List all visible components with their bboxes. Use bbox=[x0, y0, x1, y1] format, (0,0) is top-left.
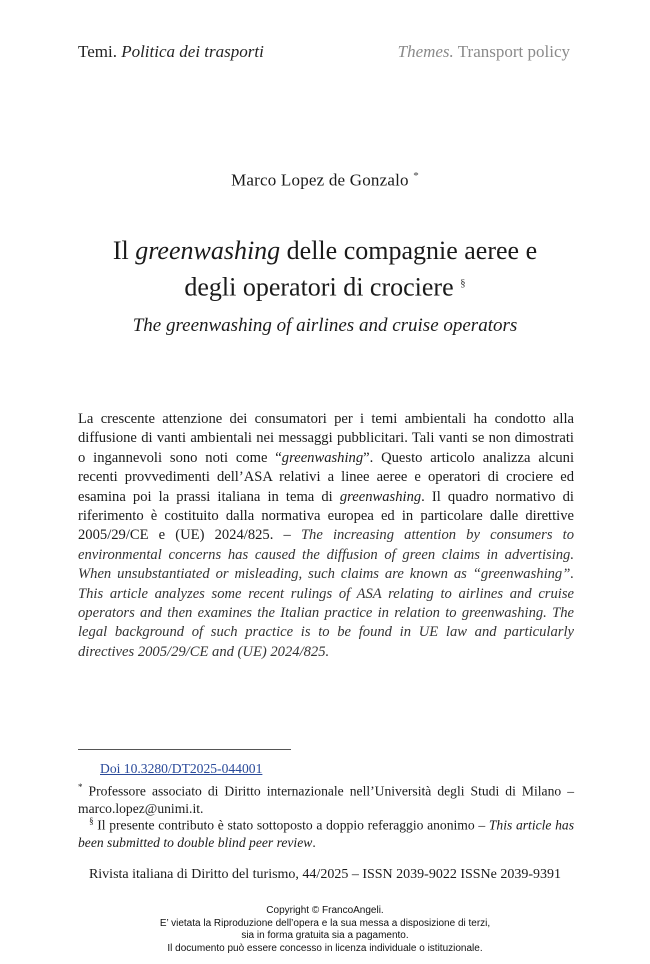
header-right-italic: Themes. bbox=[397, 42, 454, 61]
abstract-term-2: greenwashing bbox=[339, 488, 422, 505]
article-title bbox=[0, 234, 650, 304]
header-left-italic: Politica dei trasporti bbox=[121, 42, 264, 61]
footnote-separator bbox=[78, 749, 291, 750]
footnote-author bbox=[78, 779, 574, 817]
header-left-plain: Temi. bbox=[78, 42, 122, 61]
footnote-2-mark: § bbox=[89, 816, 94, 826]
abstract-it-3: . Il quadro normativo di riferimento è costituito dalla normativa europea ed in particolare dalle direttive 2005/29/CE e (UE) 2024/825. – bbox=[78, 488, 574, 544]
copyright-notice bbox=[0, 905, 650, 955]
author-name: Marco Lopez de Gonzalo bbox=[231, 170, 409, 190]
author-footnote-mark: * bbox=[413, 170, 419, 182]
copyright-line-2: E’ vietata la Riproduzione dell’opera e la sua messa a disposizione di terzi, bbox=[159, 917, 491, 929]
footnote-1-text: Professore associato di Diritto internazionale nell’Università degli Studi di Milano – marco.lopez@unimi.it. bbox=[78, 783, 574, 816]
abstract-term-1: greenwashing bbox=[281, 449, 364, 466]
journal-citation: Rivista italiana di Diritto del turismo, 44/2025 – ISSN 2039-9022 ISSNe 2039-9391 bbox=[88, 867, 562, 882]
footnote-2-end: . bbox=[312, 834, 316, 850]
abstract-it-2: ”. Questo articolo analizza alcuni recenti provvedimenti dell’ASA relativi a linee aeree e operatori di crociere ed esamina poi la prassi italiana in tema di bbox=[78, 449, 574, 505]
copyright-line-1: Copyright © FrancoAngeli. bbox=[266, 905, 384, 916]
header-right-plain: Transport policy bbox=[453, 42, 570, 61]
abstract-it-1: La crescente attenzione dei consumatori per i temi ambientali ha condotto alla diffusione di vanti ambientali nei messaggi pubblicitari. Tali vanti se non dimostrati o ingannevoli sono noti come “ bbox=[78, 411, 574, 466]
title-text-b: delle compagnie aeree e bbox=[280, 236, 538, 265]
abstract bbox=[78, 410, 574, 662]
copyright-line-3: sia in forma gratuita sia a pagamento. bbox=[241, 930, 409, 942]
footnote-2-italic: This article has been submitted to double blind peer review bbox=[78, 817, 575, 850]
running-header-left bbox=[78, 42, 264, 62]
copyright-line-4: Il documento può essere concesso in licenza individuale o istituzionale. bbox=[167, 942, 483, 954]
running-header-right bbox=[398, 42, 570, 62]
author-line bbox=[0, 170, 650, 191]
title-text-a: Il bbox=[112, 236, 136, 265]
footnote-2-text: Il presente contributo è stato sottoposto a doppio referaggio anonimo – bbox=[93, 817, 489, 833]
footnote-review bbox=[78, 813, 574, 851]
footnote-1-mark: * bbox=[78, 782, 83, 792]
abstract-en: The increasing attention by consumers to environmental concerns has caused the diffusion of green claims in advertising. When unsubstantiated or misleading, such claims are known as “greenwashing”. This article analyzes some recent rulings of ASA relating to airlines and cruise operators and then examines the Italian practice in relation to greenwashing. The legal background of such practice is to be found in UE law and particularly directives 2005/29/CE and (UE) 2024/825. bbox=[78, 527, 574, 660]
title-footnote-mark: § bbox=[460, 277, 466, 289]
title-line-2 bbox=[0, 267, 650, 304]
title-term: greenwashing bbox=[135, 236, 281, 265]
doi-link[interactable]: Doi 10.3280/DT2025-044001 bbox=[100, 761, 263, 776]
title-line-1 bbox=[0, 234, 650, 267]
article-subtitle: The greenwashing of airlines and cruise operators bbox=[132, 315, 518, 336]
title-text-c: degli operatori di crociere bbox=[184, 272, 454, 302]
